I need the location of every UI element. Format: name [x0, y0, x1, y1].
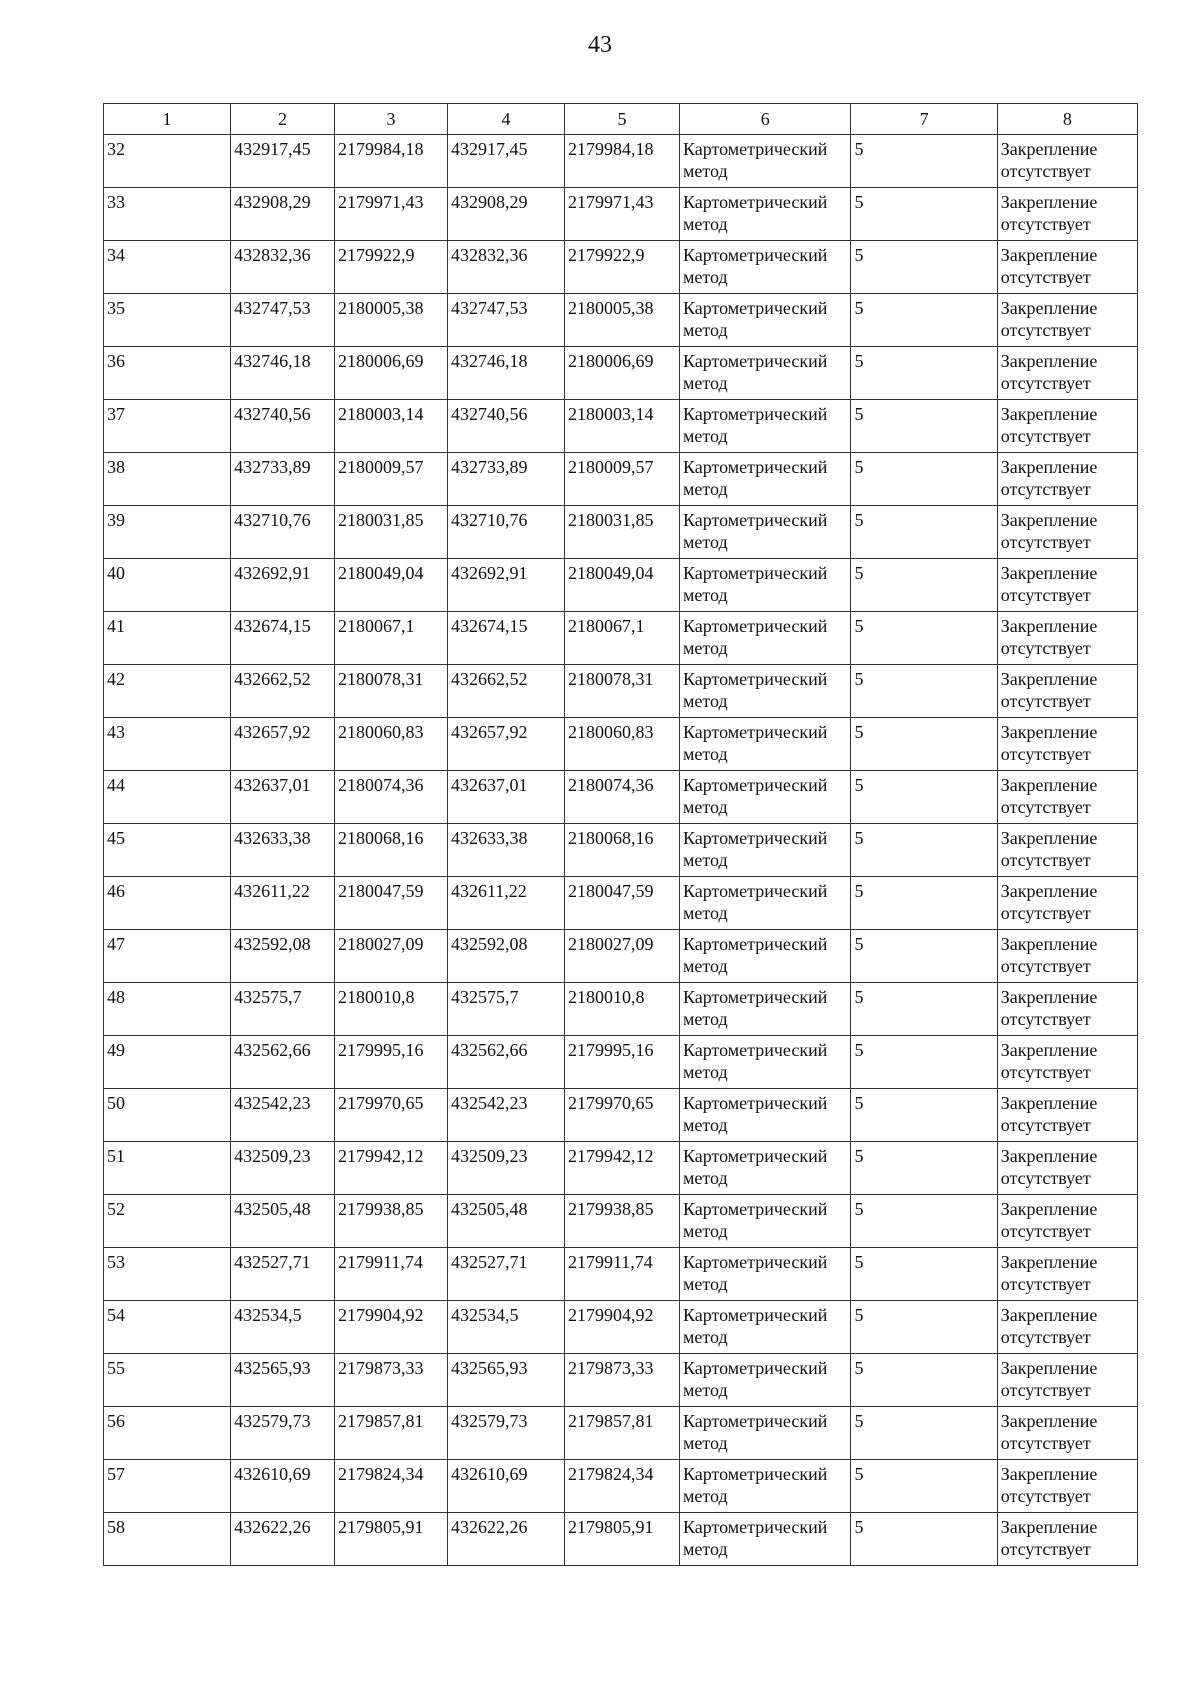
x-coordinate-cell: 432575,7 [231, 983, 335, 1036]
x-coordinate-cell: 432733,89 [447, 453, 564, 506]
table-row [104, 294, 1138, 347]
fixing-description-cell: Закрепление отсутствует [997, 347, 1137, 400]
x-coordinate-cell: 432746,18 [231, 347, 335, 400]
y-coordinate-cell: 2179873,33 [564, 1354, 679, 1407]
y-coordinate-cell: 2179970,65 [564, 1089, 679, 1142]
fixing-description-cell: Закрепление отсутствует [997, 665, 1137, 718]
method-cell: Картометрический метод [679, 877, 850, 930]
x-coordinate-cell: 432733,89 [231, 453, 335, 506]
y-coordinate-cell: 2180003,14 [564, 400, 679, 453]
column-header: 2 [231, 104, 335, 135]
column-header: 8 [997, 104, 1137, 135]
y-coordinate-cell: 2180010,8 [564, 983, 679, 1036]
x-coordinate-cell: 432908,29 [231, 188, 335, 241]
fixing-description-cell: Закрепление отсутствует [997, 612, 1137, 665]
x-coordinate-cell: 432534,5 [447, 1301, 564, 1354]
y-coordinate-cell: 2179922,9 [334, 241, 447, 294]
accuracy-cell: 5 [851, 1036, 997, 1089]
point-number-cell: 58 [104, 1513, 231, 1566]
x-coordinate-cell: 432917,45 [231, 135, 335, 188]
x-coordinate-cell: 432633,38 [231, 824, 335, 877]
point-number-cell: 36 [104, 347, 231, 400]
x-coordinate-cell: 432542,23 [231, 1089, 335, 1142]
point-number-cell: 55 [104, 1354, 231, 1407]
method-cell: Картометрический метод [679, 665, 850, 718]
y-coordinate-cell: 2179857,81 [564, 1407, 679, 1460]
column-header: 7 [851, 104, 997, 135]
table-row [104, 718, 1138, 771]
coordinates-table [103, 103, 1138, 1566]
accuracy-cell: 5 [851, 612, 997, 665]
table-row [104, 930, 1138, 983]
column-header: 3 [334, 104, 447, 135]
table-row [104, 135, 1138, 188]
x-coordinate-cell: 432692,91 [231, 559, 335, 612]
accuracy-cell: 5 [851, 1354, 997, 1407]
point-number-cell: 49 [104, 1036, 231, 1089]
method-cell: Картометрический метод [679, 506, 850, 559]
accuracy-cell: 5 [851, 453, 997, 506]
table-row [104, 1513, 1138, 1566]
table-row [104, 1248, 1138, 1301]
table-body [104, 135, 1138, 1566]
point-number-cell: 54 [104, 1301, 231, 1354]
x-coordinate-cell: 432610,69 [231, 1460, 335, 1513]
x-coordinate-cell: 432657,92 [231, 718, 335, 771]
y-coordinate-cell: 2179904,92 [334, 1301, 447, 1354]
x-coordinate-cell: 432592,08 [231, 930, 335, 983]
method-cell: Картометрический метод [679, 294, 850, 347]
x-coordinate-cell: 432579,73 [231, 1407, 335, 1460]
x-coordinate-cell: 432622,26 [447, 1513, 564, 1566]
point-number-cell: 45 [104, 824, 231, 877]
x-coordinate-cell: 432657,92 [447, 718, 564, 771]
table-row [104, 1354, 1138, 1407]
accuracy-cell: 5 [851, 718, 997, 771]
fixing-description-cell: Закрепление отсутствует [997, 188, 1137, 241]
accuracy-cell: 5 [851, 135, 997, 188]
accuracy-cell: 5 [851, 1513, 997, 1566]
x-coordinate-cell: 432565,93 [447, 1354, 564, 1407]
fixing-description-cell: Закрепление отсутствует [997, 1301, 1137, 1354]
point-number-cell: 52 [104, 1195, 231, 1248]
method-cell: Картометрический метод [679, 1089, 850, 1142]
point-number-cell: 38 [104, 453, 231, 506]
accuracy-cell: 5 [851, 1195, 997, 1248]
point-number-cell: 47 [104, 930, 231, 983]
point-number-cell: 42 [104, 665, 231, 718]
x-coordinate-cell: 432505,48 [447, 1195, 564, 1248]
y-coordinate-cell: 2179857,81 [334, 1407, 447, 1460]
method-cell: Картометрический метод [679, 559, 850, 612]
y-coordinate-cell: 2180006,69 [564, 347, 679, 400]
x-coordinate-cell: 432534,5 [231, 1301, 335, 1354]
x-coordinate-cell: 432505,48 [231, 1195, 335, 1248]
fixing-description-cell: Закрепление отсутствует [997, 1460, 1137, 1513]
x-coordinate-cell: 432575,7 [447, 983, 564, 1036]
fixing-description-cell: Закрепление отсутствует [997, 1513, 1137, 1566]
table-row [104, 877, 1138, 930]
x-coordinate-cell: 432562,66 [231, 1036, 335, 1089]
column-header: 5 [564, 104, 679, 135]
x-coordinate-cell: 432917,45 [447, 135, 564, 188]
y-coordinate-cell: 2179873,33 [334, 1354, 447, 1407]
method-cell: Картометрический метод [679, 1513, 850, 1566]
accuracy-cell: 5 [851, 400, 997, 453]
point-number-cell: 50 [104, 1089, 231, 1142]
y-coordinate-cell: 2180009,57 [334, 453, 447, 506]
point-number-cell: 44 [104, 771, 231, 824]
y-coordinate-cell: 2180067,1 [334, 612, 447, 665]
table-row [104, 1142, 1138, 1195]
accuracy-cell: 5 [851, 1460, 997, 1513]
y-coordinate-cell: 2179995,16 [334, 1036, 447, 1089]
x-coordinate-cell: 432633,38 [447, 824, 564, 877]
table-row [104, 400, 1138, 453]
y-coordinate-cell: 2179970,65 [334, 1089, 447, 1142]
x-coordinate-cell: 432509,23 [447, 1142, 564, 1195]
method-cell: Картометрический метод [679, 983, 850, 1036]
y-coordinate-cell: 2180067,1 [564, 612, 679, 665]
x-coordinate-cell: 432710,76 [447, 506, 564, 559]
accuracy-cell: 5 [851, 241, 997, 294]
fixing-description-cell: Закрепление отсутствует [997, 1407, 1137, 1460]
x-coordinate-cell: 432610,69 [447, 1460, 564, 1513]
method-cell: Картометрический метод [679, 400, 850, 453]
table-row [104, 612, 1138, 665]
method-cell: Картометрический метод [679, 930, 850, 983]
y-coordinate-cell: 2180005,38 [334, 294, 447, 347]
x-coordinate-cell: 432747,53 [231, 294, 335, 347]
table-row [104, 559, 1138, 612]
point-number-cell: 46 [104, 877, 231, 930]
fixing-description-cell: Закрепление отсутствует [997, 718, 1137, 771]
point-number-cell: 37 [104, 400, 231, 453]
y-coordinate-cell: 2180047,59 [564, 877, 679, 930]
x-coordinate-cell: 432740,56 [447, 400, 564, 453]
method-cell: Картометрический метод [679, 771, 850, 824]
x-coordinate-cell: 432710,76 [231, 506, 335, 559]
fixing-description-cell: Закрепление отсутствует [997, 1036, 1137, 1089]
accuracy-cell: 5 [851, 1248, 997, 1301]
accuracy-cell: 5 [851, 665, 997, 718]
page-number: 43 [588, 32, 612, 58]
accuracy-cell: 5 [851, 771, 997, 824]
point-number-cell: 39 [104, 506, 231, 559]
accuracy-cell: 5 [851, 1407, 997, 1460]
accuracy-cell: 5 [851, 983, 997, 1036]
x-coordinate-cell: 432527,71 [447, 1248, 564, 1301]
fixing-description-cell: Закрепление отсутствует [997, 824, 1137, 877]
table-row [104, 1089, 1138, 1142]
table-row [104, 506, 1138, 559]
y-coordinate-cell: 2179904,92 [564, 1301, 679, 1354]
method-cell: Картометрический метод [679, 612, 850, 665]
x-coordinate-cell: 432674,15 [447, 612, 564, 665]
y-coordinate-cell: 2180009,57 [564, 453, 679, 506]
y-coordinate-cell: 2179922,9 [564, 241, 679, 294]
point-number-cell: 53 [104, 1248, 231, 1301]
x-coordinate-cell: 432562,66 [447, 1036, 564, 1089]
y-coordinate-cell: 2179971,43 [564, 188, 679, 241]
column-header: 6 [679, 104, 850, 135]
y-coordinate-cell: 2179911,74 [334, 1248, 447, 1301]
method-cell: Картометрический метод [679, 1460, 850, 1513]
method-cell: Картометрический метод [679, 241, 850, 294]
table-row [104, 1195, 1138, 1248]
method-cell: Картометрический метод [679, 1248, 850, 1301]
accuracy-cell: 5 [851, 506, 997, 559]
x-coordinate-cell: 432662,52 [447, 665, 564, 718]
method-cell: Картометрический метод [679, 1301, 850, 1354]
x-coordinate-cell: 432692,91 [447, 559, 564, 612]
method-cell: Картометрический метод [679, 347, 850, 400]
table-row [104, 188, 1138, 241]
y-coordinate-cell: 2179971,43 [334, 188, 447, 241]
accuracy-cell: 5 [851, 347, 997, 400]
x-coordinate-cell: 432747,53 [447, 294, 564, 347]
point-number-cell: 57 [104, 1460, 231, 1513]
y-coordinate-cell: 2180074,36 [564, 771, 679, 824]
y-coordinate-cell: 2179938,85 [334, 1195, 447, 1248]
column-header: 4 [447, 104, 564, 135]
table-row [104, 983, 1138, 1036]
y-coordinate-cell: 2179984,18 [564, 135, 679, 188]
fixing-description-cell: Закрепление отсутствует [997, 1195, 1137, 1248]
x-coordinate-cell: 432674,15 [231, 612, 335, 665]
x-coordinate-cell: 432509,23 [231, 1142, 335, 1195]
fixing-description-cell: Закрепление отсутствует [997, 241, 1137, 294]
point-number-cell: 41 [104, 612, 231, 665]
table-row [104, 453, 1138, 506]
point-number-cell: 35 [104, 294, 231, 347]
fixing-description-cell: Закрепление отсутствует [997, 453, 1137, 506]
fixing-description-cell: Закрепление отсутствует [997, 506, 1137, 559]
fixing-description-cell: Закрепление отсутствует [997, 930, 1137, 983]
table-row [104, 1036, 1138, 1089]
y-coordinate-cell: 2180068,16 [334, 824, 447, 877]
fixing-description-cell: Закрепление отсутствует [997, 294, 1137, 347]
x-coordinate-cell: 432832,36 [231, 241, 335, 294]
y-coordinate-cell: 2180060,83 [564, 718, 679, 771]
table-row [104, 1460, 1138, 1513]
y-coordinate-cell: 2179995,16 [564, 1036, 679, 1089]
point-number-cell: 56 [104, 1407, 231, 1460]
y-coordinate-cell: 2179942,12 [334, 1142, 447, 1195]
y-coordinate-cell: 2180047,59 [334, 877, 447, 930]
x-coordinate-cell: 432637,01 [447, 771, 564, 824]
method-cell: Картометрический метод [679, 718, 850, 771]
y-coordinate-cell: 2179938,85 [564, 1195, 679, 1248]
accuracy-cell: 5 [851, 1142, 997, 1195]
fixing-description-cell: Закрепление отсутствует [997, 1248, 1137, 1301]
y-coordinate-cell: 2180060,83 [334, 718, 447, 771]
method-cell: Картометрический метод [679, 1195, 850, 1248]
x-coordinate-cell: 432542,23 [447, 1089, 564, 1142]
x-coordinate-cell: 432637,01 [231, 771, 335, 824]
x-coordinate-cell: 432622,26 [231, 1513, 335, 1566]
table-row [104, 665, 1138, 718]
accuracy-cell: 5 [851, 877, 997, 930]
y-coordinate-cell: 2180078,31 [334, 665, 447, 718]
column-header: 1 [104, 104, 231, 135]
y-coordinate-cell: 2179984,18 [334, 135, 447, 188]
accuracy-cell: 5 [851, 1089, 997, 1142]
point-number-cell: 40 [104, 559, 231, 612]
accuracy-cell: 5 [851, 559, 997, 612]
method-cell: Картометрический метод [679, 188, 850, 241]
x-coordinate-cell: 432662,52 [231, 665, 335, 718]
method-cell: Картометрический метод [679, 135, 850, 188]
y-coordinate-cell: 2180031,85 [564, 506, 679, 559]
y-coordinate-cell: 2179942,12 [564, 1142, 679, 1195]
y-coordinate-cell: 2180078,31 [564, 665, 679, 718]
accuracy-cell: 5 [851, 294, 997, 347]
point-number-cell: 34 [104, 241, 231, 294]
y-coordinate-cell: 2180049,04 [564, 559, 679, 612]
table-row [104, 824, 1138, 877]
table-row [104, 347, 1138, 400]
x-coordinate-cell: 432592,08 [447, 930, 564, 983]
y-coordinate-cell: 2180003,14 [334, 400, 447, 453]
table-row [104, 1301, 1138, 1354]
x-coordinate-cell: 432611,22 [231, 877, 335, 930]
y-coordinate-cell: 2179824,34 [334, 1460, 447, 1513]
y-coordinate-cell: 2179805,91 [334, 1513, 447, 1566]
point-number-cell: 32 [104, 135, 231, 188]
point-number-cell: 48 [104, 983, 231, 1036]
table-row [104, 1407, 1138, 1460]
method-cell: Картометрический метод [679, 1354, 850, 1407]
fixing-description-cell: Закрепление отсутствует [997, 1089, 1137, 1142]
x-coordinate-cell: 432579,73 [447, 1407, 564, 1460]
method-cell: Картометрический метод [679, 453, 850, 506]
y-coordinate-cell: 2180049,04 [334, 559, 447, 612]
accuracy-cell: 5 [851, 930, 997, 983]
table-row [104, 241, 1138, 294]
y-coordinate-cell: 2180010,8 [334, 983, 447, 1036]
accuracy-cell: 5 [851, 824, 997, 877]
x-coordinate-cell: 432746,18 [447, 347, 564, 400]
y-coordinate-cell: 2180074,36 [334, 771, 447, 824]
x-coordinate-cell: 432832,36 [447, 241, 564, 294]
y-coordinate-cell: 2180005,38 [564, 294, 679, 347]
fixing-description-cell: Закрепление отсутствует [997, 1354, 1137, 1407]
y-coordinate-cell: 2179805,91 [564, 1513, 679, 1566]
fixing-description-cell: Закрепление отсутствует [997, 559, 1137, 612]
y-coordinate-cell: 2179824,34 [564, 1460, 679, 1513]
method-cell: Картометрический метод [679, 1036, 850, 1089]
x-coordinate-cell: 432740,56 [231, 400, 335, 453]
table-header-row [104, 104, 1138, 135]
fixing-description-cell: Закрепление отсутствует [997, 877, 1137, 930]
point-number-cell: 51 [104, 1142, 231, 1195]
x-coordinate-cell: 432908,29 [447, 188, 564, 241]
y-coordinate-cell: 2180006,69 [334, 347, 447, 400]
fixing-description-cell: Закрепление отсутствует [997, 983, 1137, 1036]
method-cell: Картометрический метод [679, 1142, 850, 1195]
fixing-description-cell: Закрепление отсутствует [997, 771, 1137, 824]
y-coordinate-cell: 2180027,09 [334, 930, 447, 983]
x-coordinate-cell: 432611,22 [447, 877, 564, 930]
y-coordinate-cell: 2180031,85 [334, 506, 447, 559]
fixing-description-cell: Закрепление отсутствует [997, 135, 1137, 188]
accuracy-cell: 5 [851, 188, 997, 241]
fixing-description-cell: Закрепление отсутствует [997, 1142, 1137, 1195]
table-row [104, 771, 1138, 824]
accuracy-cell: 5 [851, 1301, 997, 1354]
fixing-description-cell: Закрепление отсутствует [997, 400, 1137, 453]
point-number-cell: 33 [104, 188, 231, 241]
y-coordinate-cell: 2179911,74 [564, 1248, 679, 1301]
x-coordinate-cell: 432527,71 [231, 1248, 335, 1301]
x-coordinate-cell: 432565,93 [231, 1354, 335, 1407]
method-cell: Картометрический метод [679, 1407, 850, 1460]
y-coordinate-cell: 2180027,09 [564, 930, 679, 983]
point-number-cell: 43 [104, 718, 231, 771]
y-coordinate-cell: 2180068,16 [564, 824, 679, 877]
method-cell: Картометрический метод [679, 824, 850, 877]
